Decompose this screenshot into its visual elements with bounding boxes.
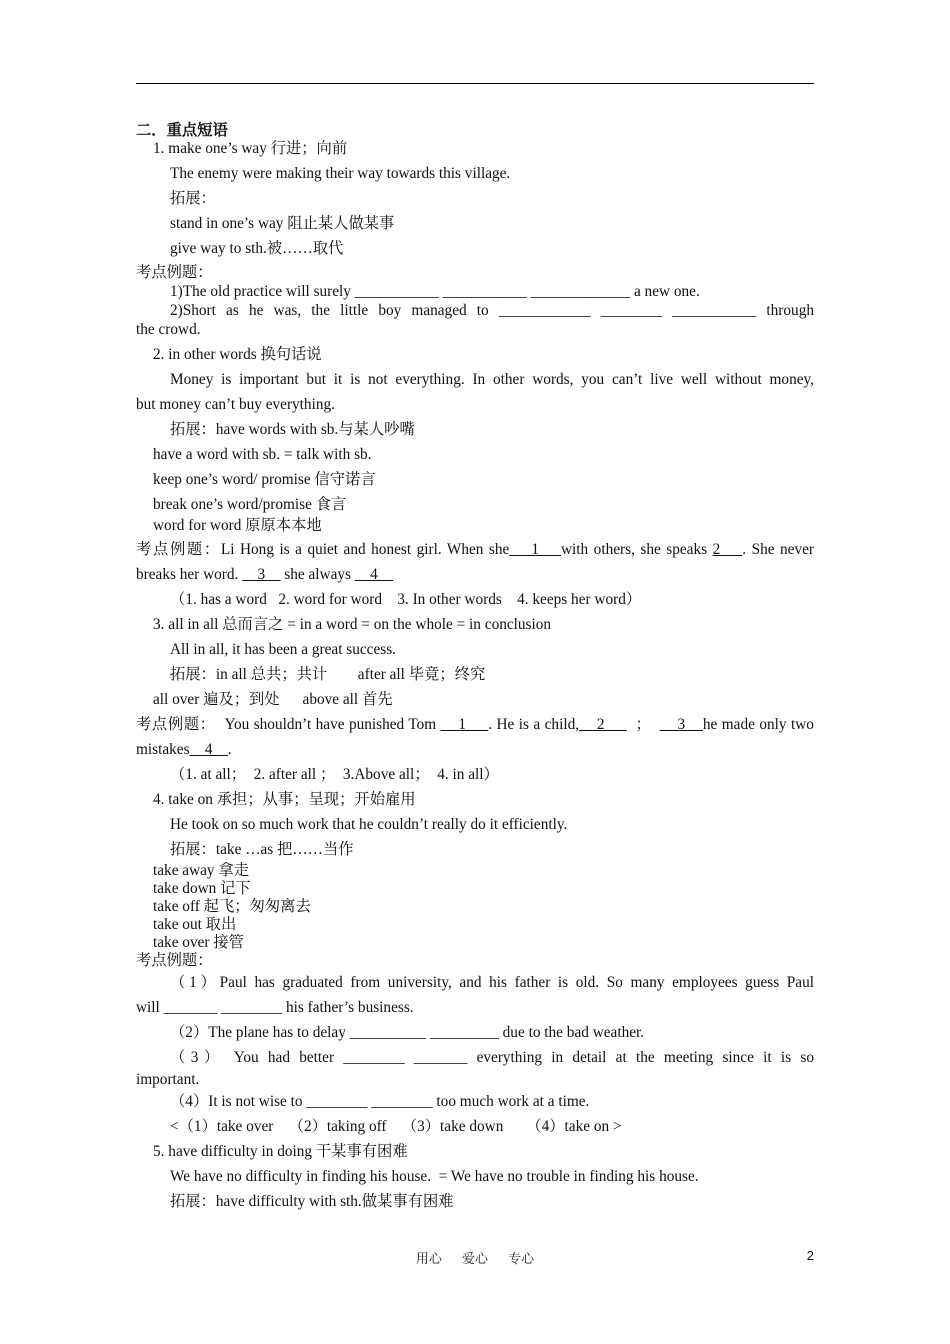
- phrase-2-quiz-cont: [136, 562, 814, 587]
- page-number: 2: [806, 1248, 814, 1263]
- phrase-1-quiz-2-cont: the crowd.: [136, 321, 201, 338]
- blank-3: 3: [242, 566, 281, 583]
- phrase-1-quiz-label: 考点例题：: [136, 264, 213, 281]
- phrase-4-quiz-3: （3） You had better ________ _______ everything in detail at the meeting since it is so: [170, 1049, 814, 1066]
- phrase-4-ext-line: 拓展：take …as 把……当作: [170, 841, 354, 858]
- phrase-2-example-cont: but money can’t buy everything.: [136, 396, 335, 413]
- phrase-3-ext-2: all over 遍及；到处 above all 首先: [153, 691, 393, 708]
- phrase-4-quiz-2: （2）The plane has to delay __________ _________ due to the bad weather.: [170, 1024, 645, 1041]
- blank-3: 3: [659, 716, 703, 733]
- phrase-2-quiz: [136, 537, 814, 562]
- quiz-text: . She never: [742, 541, 814, 558]
- phrase-2-example: Money is important but it is not everything. In other words, you can’t live well without money,: [170, 371, 814, 388]
- quiz-text: ；: [626, 716, 660, 733]
- phrase-3-ext-line: 拓展：in all 总共；共计 after all 毕竟；终究: [170, 666, 486, 683]
- phrase-1-heading: 1. make one’s way 行进；向前: [153, 140, 348, 157]
- blank-1: 1: [440, 716, 489, 733]
- phrase-4-quiz-label: 考点例题：: [136, 952, 213, 969]
- phrase-4-ext-3: take down 记下: [153, 880, 251, 897]
- phrase-2-options: （1. has a word 2. word for word 3. In other words 4. keeps her word）: [170, 591, 642, 608]
- phrase-1-example: The enemy were making their way towards this village.: [170, 165, 511, 182]
- phrase-4-ext-6: take over 接管: [153, 934, 244, 951]
- footer-word-1: 用心: [415, 1252, 442, 1267]
- phrase-2-ext-5: word for word 原原本本地: [153, 517, 322, 534]
- quiz-text: 考点例题：Li Hong is a quiet and honest girl. When she: [136, 541, 510, 558]
- header-rule: [136, 83, 814, 84]
- quiz-text: breaks her word.: [136, 566, 243, 583]
- quiz-text: mistakes: [136, 741, 190, 758]
- phrase-1-quiz-2: 2)Short as he was, the little boy managed to ____________ ________ ___________ through: [170, 302, 814, 319]
- phrase-2-ext-3: keep one’s word/ promise 信守诺言: [153, 471, 376, 488]
- phrase-4-ext-5: take out 取出: [153, 916, 237, 933]
- phrase-4-options: <（1）take over （2）taking off （3）take down （4）take on >: [170, 1118, 622, 1135]
- phrase-3-quiz-cont: [136, 737, 814, 762]
- phrase-4-quiz-3-cont: important.: [136, 1071, 200, 1088]
- phrase-1-quiz-1: 1)The old practice will surely ___________ ___________ _____________ a new one.: [170, 283, 700, 300]
- blank-2: 2: [712, 541, 743, 558]
- phrase-1-ext-1: stand in one’s way 阻止某人做某事: [170, 215, 395, 232]
- quiz-text: 考点例题： You shouldn’t have punished Tom: [136, 716, 441, 733]
- phrase-4-quiz-1: （1）Paul has graduated from university, and his father is old. So many employees guess Paul: [170, 974, 814, 991]
- quiz-text: she always: [280, 566, 355, 583]
- phrase-4-heading: 4. take on 承担；从事；呈现；开始雇用: [153, 791, 416, 808]
- phrase-2-ext-4: break one’s word/promise 食言: [153, 496, 347, 513]
- quiz-text: . He is a child,: [488, 716, 580, 733]
- footer-word-2: 爱心: [461, 1252, 488, 1267]
- blank-4: 4: [354, 566, 394, 583]
- blank-4: 4: [189, 741, 228, 758]
- phrase-4-ext-2: take away 拿走: [153, 862, 249, 879]
- phrase-3-options: （1. at all； 2. after all ； 3.Above all； 4. in all）: [170, 766, 499, 783]
- document-body: [136, 122, 814, 1214]
- phrase-2-ext-2: have a word with sb. = talk with sb.: [153, 446, 372, 463]
- blank-1: 1: [509, 541, 561, 558]
- phrase-4-example: He took on so much work that he couldn’t really do it efficiently.: [170, 816, 568, 833]
- phrase-5-heading: 5. have difficulty in doing 干某事有困难: [153, 1143, 408, 1160]
- quiz-text: .: [227, 741, 232, 758]
- footer-word-3: 专心: [508, 1252, 535, 1267]
- blank-2: 2: [579, 716, 627, 733]
- phrase-3-example: All in all, it has been a great success.: [170, 641, 396, 658]
- phrase-5-ext-line: 拓展：have difficulty with sth.做某事有困难: [170, 1193, 454, 1210]
- phrase-3-quiz: [136, 712, 814, 737]
- quiz-text: he made only two: [702, 716, 814, 733]
- phrase-5-example: We have no difficulty in finding his house. = We have no trouble in finding his house.: [170, 1168, 699, 1185]
- phrase-4-quiz-1-cont: will _______ ________ his father’s business.: [136, 999, 414, 1016]
- quiz-text: with others, she speaks: [560, 541, 713, 558]
- phrase-2-heading: 2. in other words 换句话说: [153, 346, 322, 363]
- phrase-4-quiz-4: （4）It is not wise to ________ ________ too much work at a time.: [170, 1093, 590, 1110]
- phrase-3-heading: 3. all in all 总而言之 = in a word = on the whole = in conclusion: [153, 616, 552, 633]
- phrase-1-ext-label: 拓展：: [170, 190, 216, 207]
- phrase-4-ext-4: take off 起飞；匆匆离去: [153, 898, 311, 915]
- phrase-2-ext-line: 拓展：have words with sb.与某人吵嘴: [170, 421, 415, 438]
- phrase-1-ext-2: give way to sth.被……取代: [170, 240, 344, 257]
- section-title: 二．重点短语: [136, 122, 228, 139]
